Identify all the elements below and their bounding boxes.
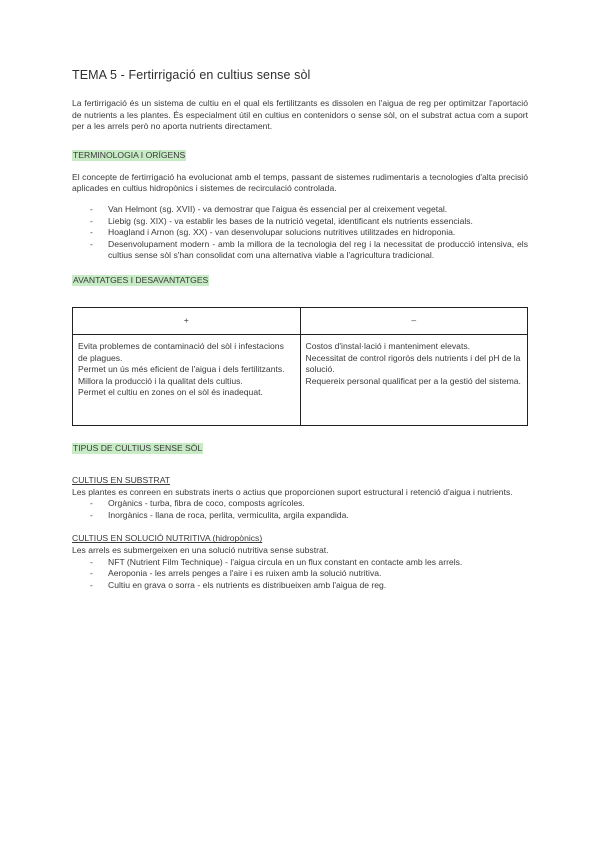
list-item: - Hoagland i Arnon (sg. XX) - van desenvolupar solucions nutritives utilitzades en hidroponia. — [90, 227, 528, 239]
subheading-substrate: CULTIUS EN SUBSTRAT — [72, 474, 171, 485]
advantage-item: Permet el cultiu en zones on el sòl és inadequat. — [78, 387, 263, 398]
advantages-cell — [73, 334, 301, 425]
table-header-plus: + — [73, 307, 301, 334]
list-item: - Cultiu en grava o sorra - els nutrients es distribueixen amb l'aigua de reg. — [90, 580, 528, 592]
list-item: - Desenvolupament modern - amb la millora de la tecnologia del reg i la necessitat de producció intensiva, els cultius sense sòl s'han consolidat com una alternativa viable a l'agricultura tradicional. — [90, 239, 528, 262]
list-item: - Aeroponia - les arrels penges a l'aire i es ruixen amb la solució nutritiva. — [90, 568, 528, 580]
subheading-solution: CULTIUS EN SOLUCIÓ NUTRITIVA (hidropònics) — [72, 533, 263, 544]
intro-paragraph: La fertirrigació és un sistema de cultiu en el qual els fertilitzants es dissolen en l'aigua de reg per optimitzar l'aportació de nutrients a les plantes. És especialment útil en cultius en contenidors o sense sòl, on el substrat actua com a suport per a les arrels però no aporta nutrients directament. — [72, 98, 528, 132]
disadvantage-item: Costos d'instal·lació i manteniment elevats. — [305, 340, 471, 351]
section-heading-terminology: TERMINOLOGIA I ORÍGENS — [73, 149, 186, 160]
advantage-item: Evita problemes de contaminació del sòl i infestacions de plagues. — [78, 340, 284, 363]
solution-list — [72, 557, 528, 592]
disadvantages-cell — [300, 334, 528, 425]
list-item: - Inorgànics - llana de roca, perlita, vermiculita, argila expandida. — [90, 510, 528, 522]
list-item: - Orgànics - turba, fibra de coco, composts agrícoles. — [90, 498, 528, 510]
document-page — [72, 68, 528, 599]
substrate-list — [72, 498, 528, 521]
disadvantage-item: Necessitat de control rigorós dels nutrients i del pH de la solució. — [305, 352, 521, 375]
list-item: - NFT (Nutrient Film Technique) - l'aigua circula en un flux constant en contacte amb les arrels. — [90, 557, 528, 569]
section-heading-types: TIPUS DE CULTIUS SENSE SÒL — [73, 442, 203, 453]
advantage-item: Permet un ús més eficient de l'aigua i dels fertilitzants. — [78, 364, 285, 375]
advantage-item: Millora la producció i la qualitat dels cultius. — [78, 375, 243, 386]
page-title: TEMA 5 - Fertirrigació en cultius sense sòl — [72, 68, 311, 82]
list-item: - Van Helmont (sg. XVII) - va demostrar que l'aigua és essencial per al creixement vegetal. — [90, 204, 528, 216]
disadvantage-item: Requereix personal qualificat per a la gestió del sistema. — [305, 375, 521, 386]
substrate-paragraph: Les plantes es conreen en substrats inerts o actius que proporcionen suport estructural i retenció d'aigua i nutrients. — [72, 486, 513, 497]
solution-paragraph: Les arrels es submergeixen en una solució nutritiva sense substrat. — [72, 544, 329, 555]
list-item: - Liebig (sg. XIX) - va establir les bases de la nutrició vegetal, identificant els nutrients essencials. — [90, 216, 528, 228]
terminology-paragraph: El concepte de fertirrigació ha evolucionat amb el temps, passant de sistemes rudimentaris a tecnologies d'alta precisió aplicades en cultius hidropònics i sistemes de recirculació controlada. — [72, 171, 528, 194]
section-heading-advantages: AVANTATGES I DESAVANTATGES — [73, 274, 209, 285]
terminology-list — [72, 204, 528, 262]
table-header-minus: – — [300, 307, 528, 334]
advantages-table — [72, 307, 528, 426]
